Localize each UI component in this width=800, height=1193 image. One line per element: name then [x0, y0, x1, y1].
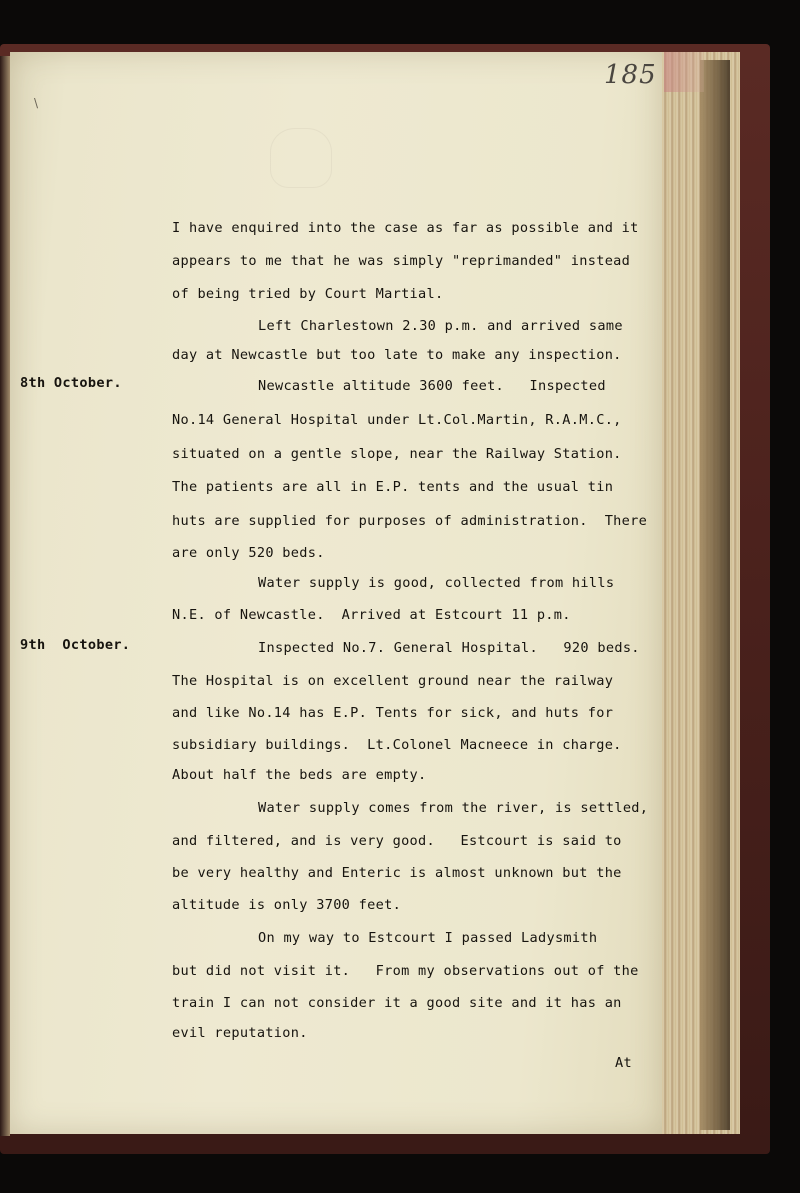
- margin-date-8th-october: 8th October.: [20, 375, 122, 391]
- body-line: Inspected No.7. General Hospital. 920 beds.: [258, 640, 640, 656]
- left-page-edge: [0, 56, 10, 1136]
- body-line: are only 520 beds.: [172, 545, 325, 561]
- body-line: huts are supplied for purposes of administration. There: [172, 513, 648, 529]
- body-line: of being tried by Court Martial.: [172, 286, 444, 302]
- bleed-through-mark: [470, 200, 477, 214]
- body-line: Newcastle altitude 3600 feet. Inspected: [258, 378, 606, 394]
- body-line: be very healthy and Enteric is almost unknown but the: [172, 865, 622, 881]
- body-line: situated on a gentle slope, near the Railway Station.: [172, 446, 622, 462]
- page-number: 185: [604, 60, 657, 90]
- pencil-tick-mark: \: [34, 96, 39, 110]
- body-line: and filtered, and is very good. Estcourt is said to: [172, 833, 622, 849]
- body-line: subsidiary buildings. Lt.Colonel Macneece in charge.: [172, 737, 622, 753]
- body-line: train I can not consider it a good site and it has an: [172, 995, 622, 1011]
- page-stack-tint: [664, 52, 704, 92]
- body-line: On my way to Estcourt I passed Ladysmith: [258, 930, 598, 946]
- body-line: About half the beds are empty.: [172, 767, 427, 783]
- body-line: Water supply is good, collected from hills: [258, 575, 615, 591]
- body-line: altitude is only 3700 feet.: [172, 897, 402, 913]
- body-line: Left Charlestown 2.30 p.m. and arrived same: [258, 318, 623, 334]
- margin-date-9th-october: 9th October.: [20, 637, 131, 653]
- body-line: day at Newcastle but too late to make any inspection.: [172, 347, 622, 363]
- body-line: evil reputation.: [172, 1025, 308, 1041]
- page-stack-shadow: [700, 60, 730, 1130]
- crest-watermark: [270, 128, 332, 188]
- body-line: and like No.14 has E.P. Tents for sick, and huts for: [172, 705, 614, 721]
- body-line: The patients are all in E.P. tents and the usual tin: [172, 479, 614, 495]
- body-line: I have enquired into the case as far as possible and it: [172, 220, 639, 236]
- body-line: Water supply comes from the river, is settled,: [258, 800, 649, 816]
- catchword: At: [615, 1055, 632, 1071]
- body-line: N.E. of Newcastle. Arrived at Estcourt 11 p.m.: [172, 607, 571, 623]
- body-line: but did not visit it. From my observations out of the: [172, 963, 639, 979]
- body-line: The Hospital is on excellent ground near the railway: [172, 673, 614, 689]
- body-line: appears to me that he was simply "reprimanded" instead: [172, 253, 631, 269]
- body-line: No.14 General Hospital under Lt.Col.Martin, R.A.M.C.,: [172, 412, 622, 428]
